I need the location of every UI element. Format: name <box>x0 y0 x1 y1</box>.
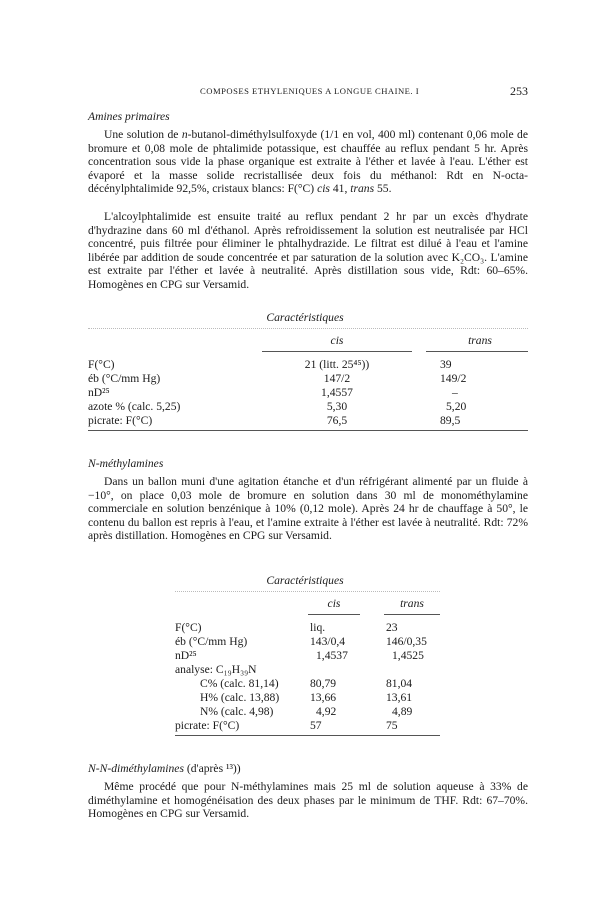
cis-value: 143/0,4 <box>310 635 346 648</box>
cis-value: 57 <box>310 719 322 732</box>
row-label: nD²⁵ <box>88 386 110 399</box>
column-rule-cis <box>262 351 412 352</box>
row-label: picrate: F(°C) <box>175 719 240 732</box>
column-header-cis: cis <box>327 597 341 610</box>
running-title: COMPOSES ETHYLENIQUES A LONGUE CHAINE. I <box>200 86 420 96</box>
paragraph-hydrazinolysis: L'alcoylphtalimide est ensuite traité au reflux pendant 2 hr par un excès d'hydrate d'hydrazine dans 60 ml d'éthanol. Après refroidissement la solution est neutralisée par HCl concentré, puis filtrée pour éliminer le phtalhydrazide. Le filtrat est dilué à l'eau et l'amine libérée par addition de soude concentrée et par saturation de la solution avec K₂CO₃. L'amine est extraite par l'éther et lavée à neutralité. Après distillation sous vide, Rdt: 60–65%. Homogènes en CPG sur Versamid. <box>88 210 528 291</box>
row-label: picrate: F(°C) <box>88 414 153 427</box>
section-heading-n-n-dimethylamines: N-N-diméthylamines (d'après ¹³)) <box>88 762 241 775</box>
table-top-rule <box>88 328 528 329</box>
cis-value: 5,30 <box>326 400 348 413</box>
trans-value: 89,5 <box>440 414 461 427</box>
row-label: éb (°C/mm Hg) <box>175 635 248 648</box>
paragraph-synthesis-phtalimide: Une solution de n-butanol-diméthylsulfoxyde (1/1 en vol, 400 ml) contenant 0,06 mole de bromure et 0,08 mole de phtalimide potassique, est chauffée au reflux pendant 5 hr. Après concentration sous vide la phase organique est extraite à l'éther et lavée à l'eau. L'éther est évaporé et la masse solide recristallisée deux fois du méthanol: Rdt en N-octa-décénylphtalimide 92,5%, cristaux blancs: F(°C) cis 41, trans 55. <box>88 128 528 196</box>
row-label: N% (calc. 4,98) <box>200 705 274 718</box>
table-title: Caractéristiques <box>266 574 344 587</box>
row-label: azote % (calc. 5,25) <box>88 400 181 413</box>
column-rule-cis <box>308 614 360 615</box>
column-rule-trans <box>426 351 528 352</box>
table-title: Caractéristiques <box>266 311 344 324</box>
trans-value: 23 <box>386 621 398 634</box>
cis-value: 147/2 <box>323 372 351 385</box>
cis-value: 80,79 <box>310 677 337 690</box>
cis-value: 1,4557 <box>321 386 353 399</box>
cis-value: 13,66 <box>310 691 337 704</box>
paragraph-n-n-dimethylamines: Même procédé que pour N-méthylamines mais 25 ml de solution aqueuse à 33% de diméthylamine et homogénéisation des deux phases par le minimum de THF. Rdt: 67–70%. Homogènes en CPG sur Versamid. <box>88 780 528 821</box>
trans-value: 81,04 <box>386 677 413 690</box>
row-label: analyse: C₁₉H₃₉N <box>175 663 257 676</box>
cis-value: 1,4537 <box>316 649 348 662</box>
section-heading-n-methylamines: N-méthylamines <box>88 457 164 470</box>
section-heading-amines-primaires: Amines primaires <box>88 110 170 123</box>
cis-value: liq. <box>310 621 326 634</box>
trans-value: 5,20 <box>446 400 467 413</box>
trans-value: 39 <box>440 358 452 371</box>
cis-value: 76,5 <box>326 414 348 427</box>
column-header-trans: trans <box>400 597 424 610</box>
column-rule-trans <box>384 614 440 615</box>
trans-value: 13,61 <box>386 691 413 704</box>
trans-value: 75 <box>386 719 398 732</box>
page-header <box>88 86 528 102</box>
table-bottom-rule <box>88 430 528 431</box>
trans-value: – <box>452 386 458 399</box>
cis-value: 21 (litt. 25⁴⁵)) <box>304 358 370 371</box>
trans-value: 149/2 <box>440 372 467 385</box>
table-top-rule <box>175 591 440 592</box>
row-label: F(°C) <box>175 621 202 634</box>
row-label: éb (°C/mm Hg) <box>88 372 161 385</box>
page-number: 253 <box>510 84 528 98</box>
cis-value: 4,92 <box>316 705 337 718</box>
trans-value: 146/0,35 <box>386 635 427 648</box>
row-label: H% (calc. 13,88) <box>200 691 280 704</box>
trans-value: 1,4525 <box>392 649 424 662</box>
paragraph-n-methylamines: Dans un ballon muni d'une agitation étanche et d'un réfrigérant alimenté par un fluide à −10°, on place 0,03 mole de bromure en solution dans 30 ml de monométhylamine commerciale en solution benzénique à 10% (0,12 mole). Après 24 hr de chauffage à 50°, le contenu du ballon est repris à l'eau, et l'amine extraite à l'éther est lavée à neutralité. Rdt: 72% après distillation. Homogènes en CPG sur Versamid. <box>88 475 528 543</box>
row-label: nD²⁵ <box>175 649 197 662</box>
table-bottom-rule <box>175 735 440 736</box>
column-header-cis: cis <box>330 334 344 347</box>
row-label: F(°C) <box>88 358 115 371</box>
row-label: C% (calc. 81,14) <box>200 677 279 690</box>
column-header-trans: trans <box>468 334 492 347</box>
trans-value: 4,89 <box>392 705 413 718</box>
